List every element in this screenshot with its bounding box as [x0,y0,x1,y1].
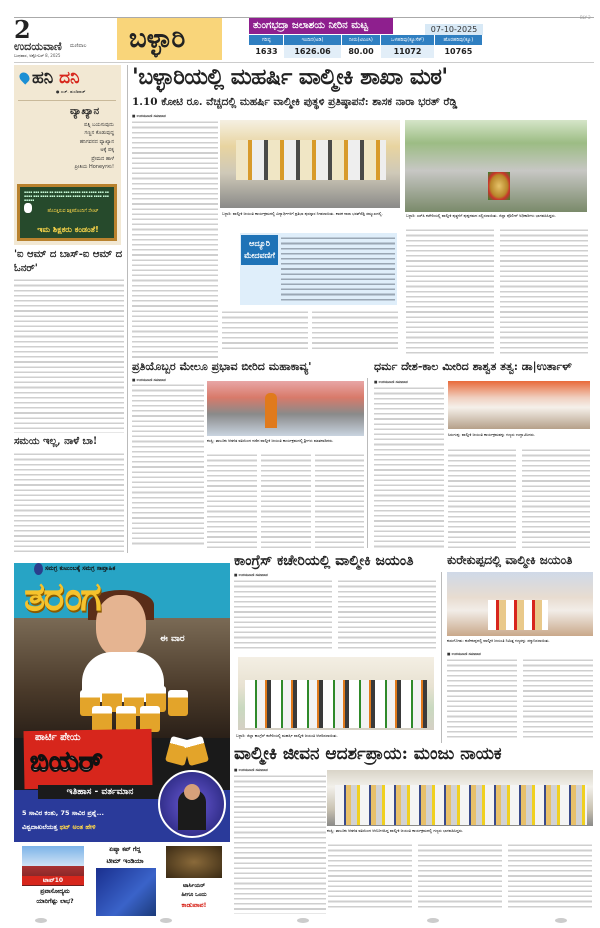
poem-line: ಪತ್ನಿ ಬಯಸುವುದು [84,122,114,128]
hani-author: ● ಎಚ್. ಡುಂಡಿರಾಜ್ [56,89,86,94]
ad-tarsier-title: ಟಾರ್ಸಿಯರ್ [183,883,205,889]
lead-body-col2 [222,310,398,352]
ad-magazine-logo: ತರಂಗ [24,573,100,620]
story6-caption: ಕಂಪ್ಲಿ: ತಾಲೂಕು ಆಡಳಿತ ವತಿಯಿಂದ ಆಯೋಜಿಸಿದ್ದ ವಾಲ್ಮೀಕಿ ಜಯಂತಿ ಕಾರ್ಯಕ್ರಮದಲ್ಲಿ ಗಣ್ಯರು ಭಾಗವಹಿಸಿದ್ದರು. [327,828,464,833]
reg-oval [555,918,567,923]
color-registration-marks [478,918,502,928]
chalkboard-sub: ಹೊಸತ್ತಿರುವ ಶಿಕ್ಷಕರೊಂದಿಗೆ ಸೇಂಟ್ [47,209,99,214]
story2-byline: ■ ಉದಯವಾಣಿ ಸಮಾಚಾರ [132,378,166,382]
date-line: ಬುಧವಾರ, ಅಕ್ಟೋಬರ್ 8, 2025 [14,53,61,58]
hani-dani-logo [20,68,80,88]
city-title: ಬಳ್ಳಾರಿ [117,18,222,60]
column-rule [441,572,442,743]
logo-right: ದನಿ [59,68,80,88]
lead-caption-1: ಬಳ್ಳಾರಿ: ವಾಲ್ಮೀಕಿ ಜಯಂತಿ ಕಾರ್ಯಕ್ರಮದಲ್ಲಿ ವಿದ್ಯಾರ್ಥಿಗಳಿಗೆ ಪ್ರತಿಭಾ ಪುರಸ್ಕಾರ ನೀಡಲಾಯಿತು. ಶಾಸಕ ನಾರಾ ಭರತ್‌ರೆಡ್ಡಿ ಸಮ್ಮುಖದಲ್ಲಿ. [222,211,383,216]
story5-photo-garlands [488,600,548,630]
reg-oval [35,918,47,923]
poem-title: ವ್ಯಾಖ್ಯಾನ [70,106,100,117]
left-headline-1: 'ಐ ಆಮ್ ದ ಬಾಸ್-ಐ ಆಮ್ ದ ಓನರ್' [14,249,123,274]
lead-byline: ■ ಉದಯವಾಣಿ ಸಮಾಚಾರ [132,114,166,118]
story4-byline: ■ ಉದಯವಾಣಿ ಸಮಾಚಾರ [234,573,268,577]
dam-info-title: ತುಂಗಭದ್ರಾ ಜಲಾಶಯ ನೀರಿನ ಮಟ್ಟ [249,18,393,34]
story2-headline: ಪ್ರತಿಯೊಬ್ಬರ ಮೇಲೂ ಪ್ರಭಾವ ಬೀರಿದ ಮಹಾಕಾವ್ಯ' [132,360,312,373]
lead-photo-2-statue [488,172,510,200]
dam-header: ಹೊರಹರಿವು(ಕ್ಯೂ) [434,35,482,45]
story3-body-col2 [448,448,590,548]
left-article-1-body [14,278,124,433]
ad-tarsier-highlight: ಕಾಡುಪಾಪ! [181,901,207,909]
dam-value: 1633 [249,45,284,58]
ad-host-face [184,784,200,800]
ad-asia-cup-title: ಏಷ್ಯಾ ಕಪ್ ಗೆದ್ದ [109,846,141,853]
ad-quiz-line-1: 5 ಸಾವಿರ ಕಂತು, 75 ಸಾವಿರ ಪ್ರಶ್ನೆ... [22,809,104,817]
dam-value: 80.00 [341,45,381,58]
story2-photo-swami [265,393,277,428]
paper-suffix: ಮಣಿಪಾಲ [70,43,87,49]
story4-caption: ಬಳ್ಳಾರಿ: ಜಿಲ್ಲಾ ಕಾಂಗ್ರೆಸ್ ಕಚೇರಿಯಲ್ಲಿ ಮಹರ್ಷಿ ವಾಲ್ಮೀಕಿ ಜಯಂತಿ ಆಚರಿಸಲಾಯಿತು. [236,733,338,738]
beer-mug-icon [116,706,136,732]
drop-icon [17,70,31,84]
dam-header: ಇಂದಿನ(ಅಡಿ) [284,35,341,45]
lead-headline: 'ಬಳ್ಳಾರಿಯಲ್ಲಿ ಮಹರ್ಷಿ ವಾಲ್ಮೀಕಿ ಶಾಖಾ ಮಠ' [132,64,448,90]
dam-header: ನೀರು(ಟಿಎಂಸಿ) [341,35,381,45]
story5-caption: ಕುರುಗೋಡು: ಕುರೇಕುಪ್ಪದಲ್ಲಿ ವಾಲ್ಮೀಕಿ ಜಯಂತಿ ನಿಮಿತ್ತ ಗಣ್ಯರನ್ನು ಸನ್ಮಾನಿಸಲಾಯಿತು. [447,638,550,643]
lead-caption-2: ಬಳ್ಳಾರಿ: ಎಸ್‌ಪಿ ಕಚೇರಿಯಲ್ಲಿ ವಾಲ್ಮೀಕಿ ಪುತ್ಥಳಿಗೆ ಪುಷ್ಪನಮನ ಸಲ್ಲಿಸಲಾಯಿತು. ಜಿಲ್ಲಾ ಪೊಲೀಸ್ ಅಧಿಕಾರಿಗಳು ಭಾಗವಹಿಸಿದ್ದರು. [406,213,556,218]
divider [18,100,116,101]
ad-quiz-line-2 [22,823,156,832]
page-code: BLY 2 [580,15,591,20]
sidebar-body [281,236,395,302]
lead-body-col3 [406,228,588,356]
reg-oval [297,918,309,923]
poem-lines [40,121,114,171]
story2-caption: ಕಂಪ್ಲಿ: ತಾಲೂಕು ಆಡಳಿತ ವತಿಯಿಂದ ನಡೆದ ವಾಲ್ಮೀಕಿ ಜಯಂತಿ ಕಾರ್ಯಕ್ರಮದಲ್ಲಿ ಶ್ರೀಗಳು ಮಾತನಾಡಿದರು. [207,438,334,443]
ad-history-label: ಇತಿಹಾಸ - ವರ್ತಮಾನ [38,785,162,799]
color-registration-marks [218,918,242,928]
beer-mug-icon [168,690,188,716]
chalkboard-title: ಇಮ ಶಿಕ್ಷಕರು ಕಂಡಂತೆ! [37,225,99,234]
ad-tagline: ಸಮಗ್ರ ಕುಟುಂಬಕ್ಕೆ ಸಮಗ್ರ ಸಾಪ್ತಾಹಿಕ [45,565,116,572]
apple-icon [24,203,32,213]
color-registration-marks [350,918,374,928]
column-rule [367,378,368,548]
story3-byline: ■ ಉದಯವಾಣಿ ಸಮಾಚಾರ [374,380,408,384]
story6-photo-people [335,785,587,825]
ad-tourism-title: ಪ್ರವಾಸೋದ್ಯಮ [40,888,70,895]
story5-body [447,658,593,740]
ad-week-label: ಈ ವಾರ [160,634,185,644]
ad-party-label: ಪಾರ್ಟಿ ಪೇಯ [35,732,81,743]
logo-left: ಹನಿ [32,68,54,88]
lead-photo-1-people [236,140,386,180]
story3-body-col1 [374,386,444,548]
left-headline-2: ಸಮಯ ಇಲ್ಲ, ನಾಳೆ ಬಾ! [14,436,98,447]
lead-body-col1 [132,120,218,360]
story3-headline: ಧರ್ಮ ದೇಶ-ಕಾಲ ಮೀರಿದ ಶಾಶ್ವತ ತತ್ವ: ಡಾ|ಉರ್ತಾಳ್ [374,360,572,373]
ad-beer-title: ಬಿಯರ್ [30,745,103,778]
story3-caption: ಸಿರುಗುಪ್ಪ: ವಾಲ್ಮೀಕಿ ಜಯಂತಿ ಕಾರ್ಯಕ್ರಮವನ್ನು ಗಣ್ಯರು ಉದ್ಘಾಟಿಸಿದರು. [448,432,535,437]
dam-info-date: 07-10-2025 [425,24,483,35]
poem-line: ಪ್ರೀತಿಯ Honeyಗಳು! [74,164,114,171]
dam-header: ಗರಿಷ್ಠ [249,35,284,45]
story2-body-col2 [207,453,364,548]
story6-byline: ■ ಉದಯವಾಣಿ ಸಮಾಚಾರ [234,768,268,772]
poem-line: ಗಣ್ಣನ ಕೊಡುವುದ್ದ [84,130,114,137]
dam-value: 1626.06 [284,45,341,58]
left-article-2-body [14,452,124,552]
masthead-rule [14,62,594,63]
quiz-line-2b: ಥಟ್ ಅಂತ ಹೇಳಿ [59,823,96,831]
paper-name: ಉದಯವಾಣಿ [14,40,62,53]
story6-body-cols [328,843,593,911]
column-rule [127,65,128,553]
story5-headline: ಕುರೇಕುಪ್ಪದಲ್ಲಿ ವಾಲ್ಮೀಕಿ ಜಯಂತಿ [447,553,573,567]
page-number: 2 [14,15,31,44]
poem-line: ಪ್ರೇಮದ ಹಾಳೆ [91,155,114,162]
story4-photo-people [245,680,427,728]
story4-body [234,579,436,651]
beer-mug-icon [92,706,112,732]
color-registration-marks [90,918,114,928]
story2-body-col1 [132,383,204,548]
story2-photo [207,381,364,436]
dam-value: 11072 [381,45,434,58]
sidebar-tag: ಆದ್ಯೂರಿ ಮೇದವಣಿಗೆ [241,235,278,265]
dam-header: ಒಳಹರಿವು(ಕ್ಯೂಸೆಕ್) [381,35,434,45]
dam-value: 10765 [434,45,482,58]
poem-line: ಹನಿಗವನದ ವ್ಯಾಖ್ಯಾನ [79,138,114,145]
story5-byline: ■ ಉದಯವಾಣಿ ಸಮಾಚಾರ [447,652,481,656]
reg-oval [160,918,172,923]
ad-tarsier-sub: ಹೀಗೂ ಒಂದು [181,892,207,898]
story6-headline: ವಾಲ್ಮೀಕಿ ಜೀವನ ಆದರ್ಶಪ್ರಾಯ: ಮಂಜು ನಾಯಕ [234,744,502,764]
ad-tourism-sub: ಯಾರಿಗೆಷ್ಟು ಲಾಭ? [36,898,74,905]
ad-woman-face [96,595,146,657]
quiz-line-2a: ವಿಶ್ವದಾಖಲೆಯತ್ತ [22,823,58,831]
ad-team-india: ಟೀಮ್ ಇಂಡಿಯಾ [106,857,144,865]
ad-tarsier-photo [166,846,222,878]
story6-body-col1 [234,774,326,914]
ad-team-photo [96,868,156,916]
poem-line: ಅಕ್ಕೆ ಪಕ್ಕ [100,147,114,154]
story4-headline: ಕಾಂಗ್ರೆಸ್ ಕಚೇರಿಯಲ್ಲಿ ವಾಲ್ಮೀಕಿ ಜಯಂತಿ [234,553,414,569]
ad-top10-label: ಟಾಪ್10 [22,876,84,885]
story3-photo [448,381,590,429]
lead-subheadline: 1.10 ಕೋಟಿ ರೂ. ವೆಚ್ಚದಲ್ಲಿ ಮಹರ್ಷಿ ವಾಲ್ಮೀಕಿ ಪುತ್ಥಳಿ ಪ್ರತಿಷ್ಠಾಪನೆ: ಶಾಸಕ ನಾರಾ ಭರತ್ ರೆಡ್ಡಿ [132,96,458,108]
reg-oval [427,918,439,923]
chalkboard-text: ▪▪▪▪ ▪▪▪ ▪▪▪▪ ▪▪ ▪▪▪▪ ▪▪▪ ▪▪▪▪▪ ▪▪▪ ▪▪▪▪ ▪▪▪ ▪▪ ▪▪▪▪ ▪▪▪ ▪▪▪▪ ▪▪▪ ▪▪▪▪ ▪▪▪ ▪▪▪▪ ▪▪ ▪▪▪ ▪▪▪▪ ▪▪▪ ▪▪▪▪▪ [24,190,109,202]
dam-level-table [249,35,483,58]
